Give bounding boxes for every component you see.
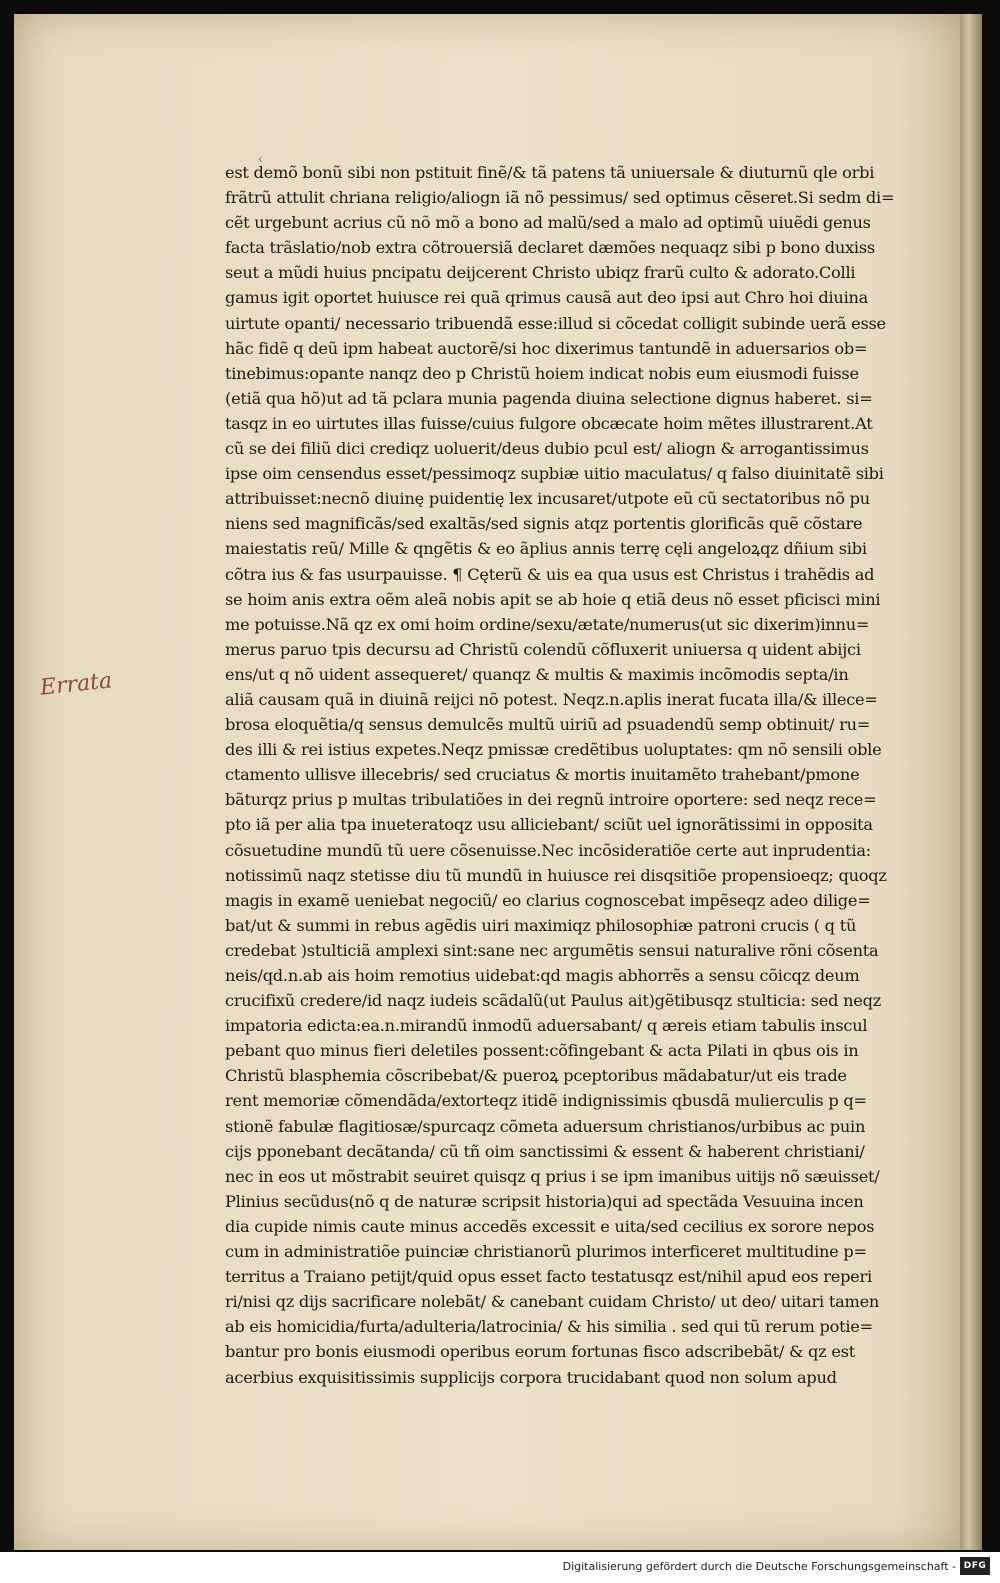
text-line: brosa eloquẽtia/q sensus demulcẽs multũ uiriũ ad psuadendũ semp obtinuit/ ru= xyxy=(225,715,871,735)
text-line: (etiã qua hõ)ut ad tã pclara munia pagenda diuina selectione dignus haberet. si= xyxy=(225,388,873,408)
text-line: bãturqz prius p multas tribulatiões in dei regnũ introire oportere: sed neqz rece= xyxy=(225,790,877,810)
text-line: cẽt urgebunt acrius cũ nõ mõ a bono ad malũ/sed a malo ad optimũ uiuẽdi genus xyxy=(225,213,871,233)
text-line: pto iã per alia tpa inueteratoqz usu alliciebant/ sciũt uel ignorãtissimi in opposita xyxy=(225,815,873,835)
text-line: stionẽ fabulæ flagitiosæ/spurcaqz cõmeta aduersum christianos/urbibus ac puin xyxy=(225,1116,866,1136)
text-line: me potuisse.Nã qz ex omi hoim ordine/sexu/ætate/numerus(ut sic dixerim)innu= xyxy=(225,614,870,634)
text-line: cijs pponebant decãtanda/ cũ tñ oim sanctissimi & essent & haberent christiani/ xyxy=(225,1141,865,1161)
text-line: neis/qd.n.ab ais hoim remotius uidebat:qd magis abhorrẽs a sensu cõicqz deum xyxy=(225,966,860,985)
text-line: credebat )stulticiã amplexi sint:sane nec argumẽtis sensui naturalive rõni cõsenta xyxy=(225,940,879,960)
text-line: cum in administratiõe puinciæ christianorũ plurimos interficeret multitudine p= xyxy=(225,1242,867,1262)
text-line: notissimũ naqz stetisse diu tũ mundũ in huiusce rei disqsitiõe propensioeqz; quoqz xyxy=(225,865,887,885)
text-line: attribuisset:necnõ diuinę puidentię lex incusaret/utpote eũ cũ sectatoribus nõ pu xyxy=(225,489,870,509)
text-line: hãc fidẽ q deũ ipm habeat auctorẽ/si hoc dixerimus tantundẽ in aduersarios ob= xyxy=(225,338,868,358)
text-line: cõtra ius & fas usurpauisse. ¶ Cęterũ & uis ea qua usus est Christus i trahẽdis ad xyxy=(225,564,875,584)
text-line: Christũ blasphemia cõscribebat/& pueroꝝ pceptoribus mãdabatur/ut eis trade xyxy=(225,1066,847,1086)
text-line: uirtute opanti/ necessario tribuendã esse:illud si cõcedat colligit subinde uerã esse xyxy=(225,313,886,333)
text-line: des illi & rei istius expetes.Neqz pmissæ credẽtibus uoluptates: qm nõ sensili oble xyxy=(225,740,882,760)
text-line: ri/nisi qz dijs sacrificare nolebãt/ & canebant cuidam Christo/ ut deo/ uitari tamen xyxy=(225,1292,880,1312)
text-line: crucifixũ credere/id naqz iudeis scãdalũ(ut Paulus ait)gẽtibusqz stulticia: sed neqz xyxy=(225,991,882,1011)
text-line: acerbius exquisitissimis supplicijs corpora trucidabant quod non solum apud xyxy=(225,1367,837,1387)
text-line: frãtrũ attulit chriana religio/aliogn iã nõ pessimus/ sed optimus cẽseret.Si sedm di= xyxy=(225,188,895,208)
text-line: ctamento ullisve illecebris/ sed cruciatus & mortis inuitamẽto trahebant/pmone xyxy=(225,765,860,785)
text-line: tinebimus:opante nanqz deo p Christũ hoiem indicat nobis eum eiusmodi fuisse xyxy=(225,363,859,383)
text-line: bantur pro bonis eiusmodi operibus eorum fortunas fisco adscribebãt/ & qz est xyxy=(225,1342,855,1362)
text-line: pebant quo minus fieri deletiles possent:cõfingebant & acta Pilati in qbus ois in xyxy=(225,1041,859,1061)
text-line: se hoim anis extra oẽm aleã nobis apit se ab hoie q etiã deus nõ esset pficisci mini xyxy=(225,589,881,609)
body-text xyxy=(225,160,950,1390)
text-line: Plinius secũdus(nõ q de naturæ scripsit historia)qui ad spectãda Vesuuina incen xyxy=(225,1191,864,1211)
marginal-note: Errata xyxy=(38,668,114,701)
text-line: rent memoriæ cõmendãda/extorteqz itidẽ indignissimis qbusdã mulierculis p q= xyxy=(225,1091,867,1111)
text-line: tasqz in eo uirtutes illas fuisse/cuius fulgore obcæcate hoim mẽtes illustrarent.At xyxy=(225,413,873,433)
dfg-logo: DFG xyxy=(960,1557,990,1575)
text-line: impatoria edicta:ea.n.mirandũ inmodũ aduersabant/ q æreis etiam tabulis inscul xyxy=(225,1016,868,1036)
text-line: ens/ut q nõ uident assequeret/ quanqz & multis & maximis incõmodis septa/in xyxy=(225,664,849,684)
book-gutter xyxy=(960,14,982,1550)
text-line: magis in examẽ ueniebat negociũ/ eo clarius cognoscebat impẽseqz adeo dilige= xyxy=(225,890,871,910)
text-line: merus paruo tpis decursu ad Christũ colendũ cõfluxerit uniuersa q uident abijci xyxy=(225,639,861,659)
text-line: cõsuetudine mundũ tũ uere cõsenuisse.Nec incõsideratiõe certe aut inprudentia: xyxy=(225,840,871,860)
text-line: bat/ut & summi in rebus agẽdis uiri maximiqz philosophiæ patroni crucis ( q tũ xyxy=(225,915,857,935)
text-line: dia cupide nimis caute minus accedẽs excessit e uita/sed cecilius ex sorore nepos xyxy=(225,1216,875,1236)
text-line: ab eis homicidia/furta/adulteria/latrocinia/ & his similia . sed qui tũ rerum potie= xyxy=(225,1317,873,1337)
text-line: ipse oim censendus esset/pessimoqz supbiæ uitio maculatus/ q falso diuinitatẽ sibi xyxy=(225,464,884,484)
text-line: est demõ bonũ sibi non pstituit finẽ/& tã patens tã uniuersale & diuturnũ qle orbi xyxy=(225,163,875,182)
text-line: cũ se dei filiũ dici crediqz uoluerit/deus dubio pcul est/ aliogn & arrogantissimus xyxy=(225,439,869,459)
page-mark: ‹ xyxy=(258,152,263,166)
text-line: territus a Traiano petijt/quid opus esset facto testatusqz est/nihil apud eos reperi xyxy=(225,1267,872,1287)
text-line: maiestatis reũ/ Mille & qngẽtis & eo ãplius annis terrę cęli angeloꝝqz dñium sibi xyxy=(225,539,867,559)
text-line: niens sed magnificãs/sed exaltãs/sed signis atqz portentis glorificãs quẽ cõstare xyxy=(225,514,863,534)
text-line: aliã causam quã in diuinã reijci nõ potest. Neqz.n.aplis inerat fucata illa/& illece= xyxy=(225,689,878,709)
funding-notice: Digitalisierung gefördert durch die Deutsche Forschungsgemeinschaft - xyxy=(562,1560,956,1573)
text-line: seut a mũdi huius pncipatu deijcerent Christo ubiqz frarũ culto & adorato.Colli xyxy=(225,263,856,283)
text-line: gamus igit oportet huiusce rei quã qrimus causã aut deo ipsi aut Chro hoi diuina xyxy=(225,288,869,308)
text-line: facta trãslatio/nob extra cõtrouersiã declaret dæmões nequaqz sibi p bono duxiss xyxy=(225,238,875,258)
text-line: nec in eos ut mõstrabit seuiret quisqz q prius i se ipm imanibus uitijs nõ sæuisset/ xyxy=(225,1166,880,1186)
